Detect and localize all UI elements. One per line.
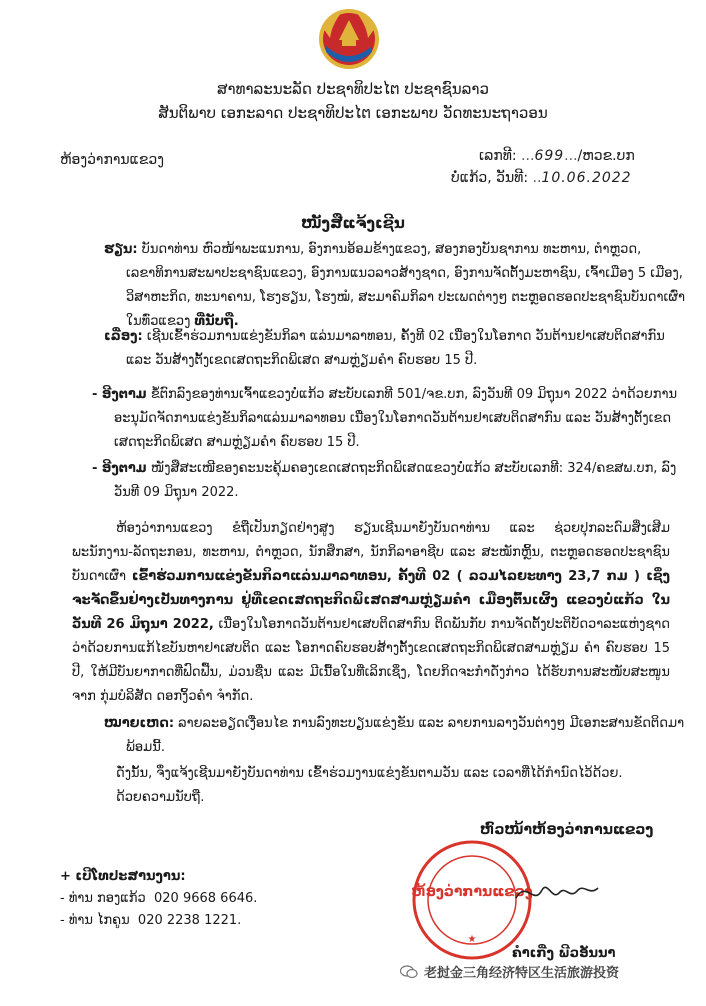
contact-phone: 020 9668 6646. (154, 891, 258, 906)
watermark-text: 老挝金三角经济特区生活旅游投资 (424, 966, 620, 981)
ref-number-handwritten: 699 (534, 148, 565, 164)
document-title: ໜັງສືແຈ້ງເຊີນ (301, 214, 405, 232)
reference-text: ຂໍ້ຕົກລົງຂອງທ່ານເຈົ້າແຂວງບໍ່ແກ້ວ ສະບັບເລກທີ 501/ຈຂ.ບກ, ລົງວັນທີ 09 ມິຖຸນາ 2022 ວ່າດ້ວຍການອະນຸມັດຈັດການແຂ່ງຂັນກິລາແລ່ນມາລາທອນ ເນື່ອງໃນໂອກາດວັນຕ້ານຢາເສບຕິດສາກົນ ແລະ ວັນສ້າງຕັ້ງເຂດເສດຖະກິດພິເສດ ສາມຫຼ່ຽມຄຳ ຄົບຮອບ 15 ປີ. (114, 387, 678, 450)
addressee-text: ບັນດາທ່ານ ຫົວໜ້າພະແນການ, ອົງການອ້ອມຂ້າງແຂວງ, ສອງກອງບັນຊາການ ທະຫານ, ຕຳຫຼວດ, ເລຂາທິການສະພາປະຊາຊົນແຂວງ, ອົງການແນວລາວສ້າງຊາດ, ອົງການຈັດຕັ້ງມະຫາຊົນ, ເຈົ້າເມືອງ 5 ເມືອງ, ວິສາຫະກິດ, ທະນາຄານ, ໂຮງຮຽນ, ໂຮງໝໍ, ສະມາຄົມກິລາ ປະເພດຕ່າງໆ ຕະຫຼອດຮອດປະຊາຊົນບັນດາເຜົ່າ ໃນທົ່ວແຂວງ (126, 242, 686, 329)
reference-text: ໜັງສືສະເໜີຂອງຄະນະຄຸ້ມຄອງເຂດເສດຖະກິດພິເສດແຂວງບໍ່ແກ້ວ ສະບັບເລກທີ: 324/ຄຂສພ.ບກ, ລົງວັນທີ 09 ມິຖຸນາ 2022. (114, 461, 677, 500)
reference-label: - ອີງຕາມ (92, 461, 147, 476)
svg-text:★: ★ (467, 934, 477, 945)
body-intro: ຫ້ອງວ່າການແຂວງ ຂໍຖືເປັນກຽດຢ່າງສູງ ຮຽນເຊີນມາຍັງບັນດາທ່ານ ແລະ ຊ່ວຍປຸກລະດົມສິ່ງເສີມ ພະນັກງານ-ລັດຖະກອນ, ທະຫານ, ຕຳຫຼວດ, ນັກສຶກສາ, ນັກກິລາອາຊີບ ແລະ ສະໝັກຫຼິ້ນ, ຕະຫຼອດຮອດປະຊາຊົນບັນດາເຜົ່າ (72, 521, 670, 584)
subject-text: ເຊີນເຂົ້າຮ່ວມການແຂ່ງຂັນກິລາ ແລ່ນມາລາທອນ, ຄັ້ງທີ 02 ເນື່ອງໃນໂອກາດ ວັນຕ້ານຢາເສບຕິດສາກົນ ແລະ ວັນສ້າງຕັ້ງເຂດເສດຖະກິດພິເສດ ສາມຫຼ່ຽມຄຳ ຄົບຮອບ 15 ປີ. (126, 329, 665, 368)
contact-phone: 020 2238 1221. (137, 913, 242, 928)
reference-number: ເລກທີ: ...699.../ຫວຂ.ບກ (479, 148, 635, 164)
addressee-emphasis: ທີ່ນັບຖື. (194, 314, 239, 329)
addressee-block (104, 238, 686, 334)
signer-name: ຄຳເກີ່ງ ພີວອັນນາ (512, 946, 616, 961)
body-paragraph (72, 517, 670, 709)
date-handwritten: 10.06.2022 (541, 170, 632, 186)
contact-item (60, 910, 257, 932)
date-label: ບໍ່ແກ້ວ, ວັນທີ: (451, 170, 529, 186)
contact-item (60, 888, 257, 910)
note-text: ລາຍລະອຽດເງື່ອນໄຂ ການລົງທະບຽນແຂ່ງຂັນ ແລະ ລາຍການລາງວັນຕ່າງໆ ມີເອກະສານຂັດຕິດມາພ້ອມນີ້. (126, 716, 685, 755)
reference-item (92, 383, 688, 455)
watermark (400, 962, 619, 981)
subject-block (104, 325, 686, 373)
reference-item (92, 457, 688, 505)
document-date: ບໍ່ແກ້ວ, ວັນທີ: ..10.06.2022 (451, 170, 632, 186)
ref-suffix: /ຫວຂ.ບກ (577, 148, 635, 164)
note-block (104, 712, 696, 760)
republic-title: ສາທາລະນະລັດ ປະຊາທິປະໄຕ ປະຊາຊົນລາວ (217, 80, 489, 98)
reference-label: - ອີງຕາມ (92, 387, 147, 402)
body-event-details: ເຂົ້າຮ່ວມການແຂ່ງຂັນກິລາແລ່ນມາລາທອນ, ຄັ້ງທີ 02 ( ລວມໄລຍະທາງ 23,7 ກມ ) ເຊິ່ງຈະຈັດຂຶ້ນຢ່າງເປັນທາງການ ຢູ່ທີ່ເຂດເສດຖະກິດພິເສດສາມຫຼ່ຽມຄຳ ເມືອງຕົ້ນເຜິ້ງ ແຂວງບໍ່ແກ້ວ ໃນວັນທີ 26 ມິຖຸນາ 2022, (72, 569, 671, 632)
contact-block (60, 866, 257, 932)
ref-label: ເລກທີ: (479, 148, 517, 164)
subject-label: ເລື່ອງ: (104, 329, 143, 344)
contact-label: - ທ່ານ ໄກຄູນ (60, 913, 130, 928)
closing-block (72, 762, 670, 810)
signatory-title: ຫົວໜ້າຫ້ອງວ່າການແຂວງ (480, 822, 654, 838)
note-label: ໝາຍເຫດ: (104, 716, 175, 731)
contact-label: - ທ່ານ ກອງແກ້ວ (60, 891, 146, 906)
closing-regards: ດ້ວຍຄວາມນັບຖື. (116, 790, 205, 805)
national-motto: ສັນຕິພາບ ເອກະລາດ ປະຊາທິປະໄຕ ເອກະພາບ ວັດທະນະຖາວອນ (158, 104, 548, 122)
national-emblem-icon (318, 6, 380, 72)
issuing-office: ຫ້ອງວ່າການແຂວງ (60, 152, 165, 168)
addressee-label: ຮຽນ: (104, 242, 138, 257)
stamp-text: ຫ້ອງວ່າການແຂວງ (411, 884, 533, 900)
closing-line: ດັ່ງນັ້ນ, ຈຶ່ງແຈ້ງເຊີນມາຍັງບັນດາທ່ານ ເຂົ້າຮ່ວມງານແຂ່ງຂັນຕາມວັນ ແລະ ເວລາທີ່ໄດ້ກຳນົດໄວ້ດ້ວຍ. (116, 766, 623, 781)
contact-heading: + ເບີໂທປະສານງານ: (60, 869, 186, 884)
body-rest: ເນື່ອງໃນໂອກາດວັນຕ້ານຢາເສບຕິດສາກົນ ຕິດພັນກັບ ການຈັດຕັ້ງປະຕິບັດວາລະແຫ່ງຊາດ ວ່າດ້ວຍການແກ້ໄຂບັນຫາຢາເສບຕິດ ແລະ ໂອກາດຄົບຮອບສ້າງຕັ້ງເຂດເສດຖະກິດພິເສດສາມຫຼ່ຽມ ຄຳ ຄົບຮອບ 15 ປີ, ໃຫ້ມີບັນຍາກາດທີ່ຟົດຟື້ນ, ມ່ວນຊື່ນ ແລະ ມີເນື້ອໃນທີ່ເລິກເຊິ່ງ, ໂດຍກິດຈະກຳດັ່ງກ່າວ ໄດ້ຮັບການສະໜັບສະໜູນຈາກ ກຸ່ມບໍລິສັດ ດອກງິ້ວຄຳ ຈຳກັດ. (72, 617, 670, 704)
handwritten-signature (512, 876, 602, 910)
chat-bubble-icon (400, 965, 418, 979)
